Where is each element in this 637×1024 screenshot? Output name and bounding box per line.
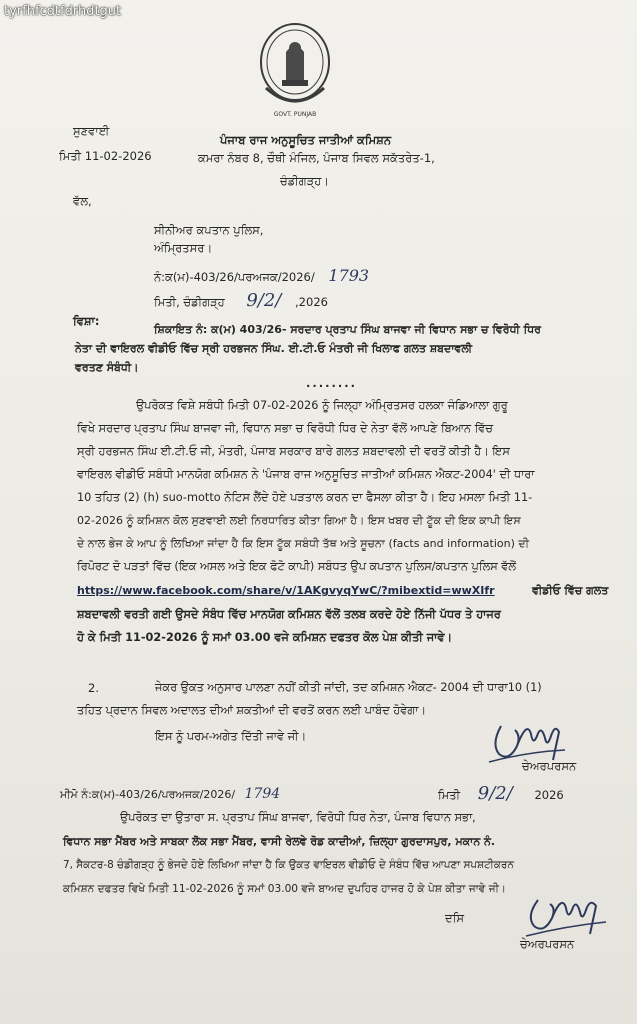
reference-year: ,2026: [295, 295, 328, 309]
para2-line-3: ਇਸ ਨੂੰ ਪਰਮ-ਅਗੇਤ ਦਿੱਤੀ ਜਾਵੇ ਜੀ।: [155, 730, 307, 743]
to-label: ਵੱਲ,: [73, 194, 92, 208]
body-line-4: ਵਾਇਰਲ ਵੀਡੀਓ ਸਬੰਧੀ ਮਾਨਯੋਗ ਕਮਿਸ਼ਨ ਨੇ 'ਪੰਜਾਬ ਰਾਜ ਅਨੁਸੂਚਿਤ ਜਾਤੀਆਂ ਕਮਿਸ਼ਨ ਐਕਟ-2004' ਦੀ ਧਾਰਾ: [77, 468, 535, 481]
body-line-11: ਹੋ ਕੇ ਮਿਤੀ 11-02-2026 ਨੂੰ ਸਮਾਂ 03.00 ਵਜੇ ਕਮਿਸ਼ਨ ਦਫਤਰ ਕੋਲ ਪੇਸ਼ ਕੀਤੀ ਜਾਵੇ।: [77, 631, 453, 644]
reference-handwritten-date: 9/2/: [246, 290, 282, 311]
signature-2-title: ਚੇਅਰਪਰਸਨ: [520, 937, 575, 951]
facebook-video-link[interactable]: https://www.facebook.com/share/v/1AKgvyqYwC/?mibextid=wwXIfr: [77, 584, 495, 597]
body-line-6: 02-2026 ਨੂੰ ਕਮਿਸ਼ਨ ਕੋਲ ਸੁਣਵਾਈ ਲਈ ਨਿਰਧਾਰਿਤ ਕੀਤਾ ਗਿਆ ਹੈ। ਇਸ ਖਬਰ ਦੀ ਟੂੱਕ ਦੀ ਇਕ ਕਾਪੀ ਇਸ: [77, 514, 521, 527]
reference-date: [154, 288, 328, 314]
government-emblem-icon: [258, 22, 332, 120]
watermark-text: tyrfhfcdtfdrhdtgut: [4, 4, 122, 19]
memo-handwritten-number: 1794: [244, 786, 281, 802]
memo-line-2: ਵਿਧਾਨ ਸਭਾ ਮੈਂਬਰ ਅਤੇ ਸਾਬਕਾ ਲੋਕ ਸਭਾ ਮੈਂਬਰ, ਵਾਸੀ ਰੇਲਵੇ ਰੋਡ ਕਾਦੀਆਂ, ਜ਼ਿਲ੍ਹਾ ਗੁਰਦਾਸਪੁਰ, ਮਕਾਨ ਨੰ.: [63, 835, 496, 848]
subject-line-3: ਵਰਤਣ ਸੰਬੰਧੀ।: [75, 361, 139, 374]
body-line-3: ਸ੍ਰੀ ਹਰਭਜਨ ਸਿੰਘ ਈ.ਟੀ.ਓ ਜੀ, ਮੰਤਰੀ, ਪੰਜਾਬ ਸਰਕਾਰ ਬਾਰੇ ਗਲਤ ਸ਼ਬਦਾਵਲੀ ਦੀ ਵਰਤੋਂ ਕੀਤੀ ਹੈ। ਇਸ: [77, 445, 510, 458]
recipient-line-1: ਸੀਨੀਅਰ ਕਪਤਾਨ ਪੁਲਿਸ,: [154, 223, 264, 237]
memo-line-1: ਉਪਰੋਕਤ ਦਾ ਉਤਾਰਾ ਸ. ਪ੍ਰਤਾਪ ਸਿੰਘ ਬਾਜਵਾ, ਵਿਰੋਧੀ ਧਿਰ ਨੇਤਾ, ਪੰਜਾਬ ਵਿਧਾਨ ਸਭਾ,: [120, 811, 476, 824]
memo-line-3: 7, ਸੈਕਟਰ-8 ਚੰਡੀਗੜ੍ਹ ਨੂੰ ਭੇਜਦੇ ਹੋਏ ਲਿਖਿਆ ਜਾਂਦਾ ਹੈ ਕਿ ਉਕਤ ਵਾਇਰਲ ਵੀਡੀਓ ਦੇ ਸੰਬੰਧ ਵਿੱਚ ਆਪਣਾ ਸਪਸ਼ਟੀਕਰਨ: [63, 859, 514, 871]
reference-date-prefix: ਮਿਤੀ, ਚੰਡੀਗੜ੍ਹ: [154, 295, 225, 309]
memo-date: [438, 781, 564, 807]
priority-label: ਸੁਣਵਾਈ: [73, 124, 110, 138]
body-line-1: ਉਪਰੋਕਤ ਵਿਸ਼ੇ ਸਬੰਧੀ ਮਿਤੀ 07-02-2026 ਨੂੰ ਜਿਲ੍ਹਾ ਅੰਮ੍ਰਿਤਸਰ ਹਲਕਾ ਜੰਡਿਆਲਾ ਗੁਰੂ: [136, 399, 508, 412]
body-line-8: ਰਿਪੋਰਟ ਦੋ ਪੜਤਾਂ ਵਿੱਚ (ਇਕ ਅਸਲ ਅਤੇ ਇਕ ਫੋਟੋ ਕਾਪੀ) ਸਬੰਧਤ ਉਪ ਕਪਤਾਨ ਪੁਲਿਸ/ਕਪਤਾਨ ਪੁਲਿਸ ਵੱਲੋਂ: [77, 560, 516, 573]
para2-line-2: ਤਹਿਤ ਪ੍ਰਦਾਨ ਸਿਵਲ ਅਦਾਲਤ ਦੀਆਂ ਸ਼ਕਤੀਆਂ ਦੀ ਵਰਤੋਂ ਕਰਨ ਲਈ ਪਾਬੰਦ ਹੋਵੇਗਾ।: [77, 704, 426, 717]
reference-handwritten-number: 1793: [328, 266, 370, 285]
subject-line-1: ਸ਼ਿਕਾਇਤ ਨੰ: ਕ(ਮ) 403/26- ਸਰਦਾਰ ਪ੍ਰਤਾਪ ਸਿੰਘ ਬਾਜਵਾ ਜੀ ਵਿਧਾਨ ਸਭਾ ਚ ਵਿਰੋਧੀ ਧਿਰ: [154, 323, 541, 336]
memo-number-text: ਮੀਮੋ ਨੰ:ਕ(ਮ)-403/26/ਪਰਅਜਕ/2026/: [60, 788, 236, 801]
para2-line-1: ਜੇਕਰ ਉਕਤ ਅਨੁਸਾਰ ਪਾਲਣਾ ਨਹੀਂ ਕੀਤੀ ਜਾਂਦੀ, ਤਦ ਕਮਿਸ਼ਨ ਐਕਟ- 2004 ਦੀ ਧਾਰਾ10 (1): [155, 681, 542, 694]
reference-number-text: ਨੰ:ਕ(ਮ)-403/26/ਪਰਅਜਕ/2026/: [154, 270, 315, 284]
memo-date-prefix: ਮਿਤੀ: [438, 788, 461, 802]
divider-dots: ........: [306, 376, 357, 390]
signature-1-title: ਚੇਅਰਪਰਸਨ: [522, 759, 577, 773]
emblem-caption: GOVT. PUNJAB: [273, 111, 317, 118]
signature-2-initial: ਦਸਿ: [445, 911, 464, 925]
subject-label: ਵਿਸ਼ਾ:: [73, 314, 100, 328]
body-line-2: ਵਿਖੇ ਸਰਦਾਰ ਪ੍ਰਤਾਪ ਸਿੰਘ ਬਾਜਵਾ ਜੀ, ਵਿਧਾਨ ਸਭਾ ਚ ਵਿਰੋਧੀ ਧਿਰ ਦੇ ਨੇਤਾ ਵੱਲੋਂ ਆਪਣੇ ਬਿਆਨ ਵਿੱਚ: [77, 422, 493, 435]
body-line-9: [77, 583, 608, 599]
org-address-1: ਕਮਰਾ ਨੰਬਰ 8, ਚੌਥੀ ਮੰਜਿਲ, ਪੰਜਾਬ ਸਿਵਲ ਸਕੱਤਰੇਤ-1,: [198, 151, 435, 165]
memo-year: 2026: [534, 788, 564, 802]
org-name: ਪੰਜਾਬ ਰਾਜ ਅਨੁਸੂਚਿਤ ਜਾਤੀਆਂ ਕਮਿਸ਼ਨ: [220, 133, 392, 147]
recipient-line-2: ਅੰਮ੍ਰਿਤਸਰ।: [154, 241, 213, 255]
body-line-10: ਸ਼ਬਦਾਵਲੀ ਵਰਤੀ ਗਈ ਉਸਦੇ ਸੰਬੰਧ ਵਿੱਚ ਮਾਨਯੋਗ ਕਮਿਸ਼ਨ ਵੱਲੋਂ ਤਲਬ ਕਰਦੇ ਹੋਏ ਨਿੱਜੀ ਪੱਧਰ ਤੇ ਹਾਜਰ: [77, 608, 501, 621]
org-address-2: ਚੰਡੀਗੜ੍ਹ।: [280, 174, 330, 188]
reference-number: [154, 264, 369, 287]
memo-number: [60, 784, 280, 804]
memo-handwritten-date: 9/2/: [477, 783, 513, 804]
para2-number: 2.: [88, 681, 99, 695]
memo-line-4: ਕਮਿਸ਼ਨ ਦਫਤਰ ਵਿਖੇ ਮਿਤੀ 11-02-2026 ਨੂੰ ਸਮਾਂ 03.00 ਵਜੇ ਬਾਅਦ ਦੁਪਹਿਰ ਹਾਜਰ ਹੋ ਕੇ ਪੇਸ਼ ਕੀਤਾ ਜਾਵੇ ਜੀ।: [63, 883, 507, 895]
body-line-9-tail: ਵੀਡੀਓ ਵਿੱਚ ਗਲਤ: [532, 584, 609, 597]
subject-line-2: ਨੇਤਾ ਦੀ ਵਾਇਰਲ ਵੀਡੀਓ ਵਿੱਚ ਸ੍ਰੀ ਹਰਭਜਨ ਸਿੰਘ. ਈ.ਟੀ.ਓ ਮੰਤਰੀ ਜੀ ਖਿਲਾਫ ਗਲਤ ਸ਼ਬਦਾਵਲੀ: [75, 342, 473, 355]
hearing-date: ਮਿਤੀ 11-02-2026: [59, 149, 152, 163]
body-line-5: 10 ਤਹਿਤ (2) (h) suo-motto ਨੋਟਿਸ ਲੈਂਦੇ ਹੋਏ ਪੜਤਾਲ ਕਰਨ ਦਾ ਫੈਸਲਾ ਕੀਤਾ ਹੈ। ਇਹ ਮਸਲਾ ਮਿਤੀ 11-: [77, 491, 533, 504]
body-line-7: ਦੇ ਨਾਲ ਭੇਜ ਕੇ ਆਪ ਨੂੰ ਲਿਖਿਆ ਜਾਂਦਾ ਹੈ ਕਿ ਇਸ ਟੂੱਕ ਸਬੰਧੀ ਤੱਥ ਅਤੇ ਸੂਚਨਾ (facts and information) ਦੀ: [77, 537, 530, 550]
